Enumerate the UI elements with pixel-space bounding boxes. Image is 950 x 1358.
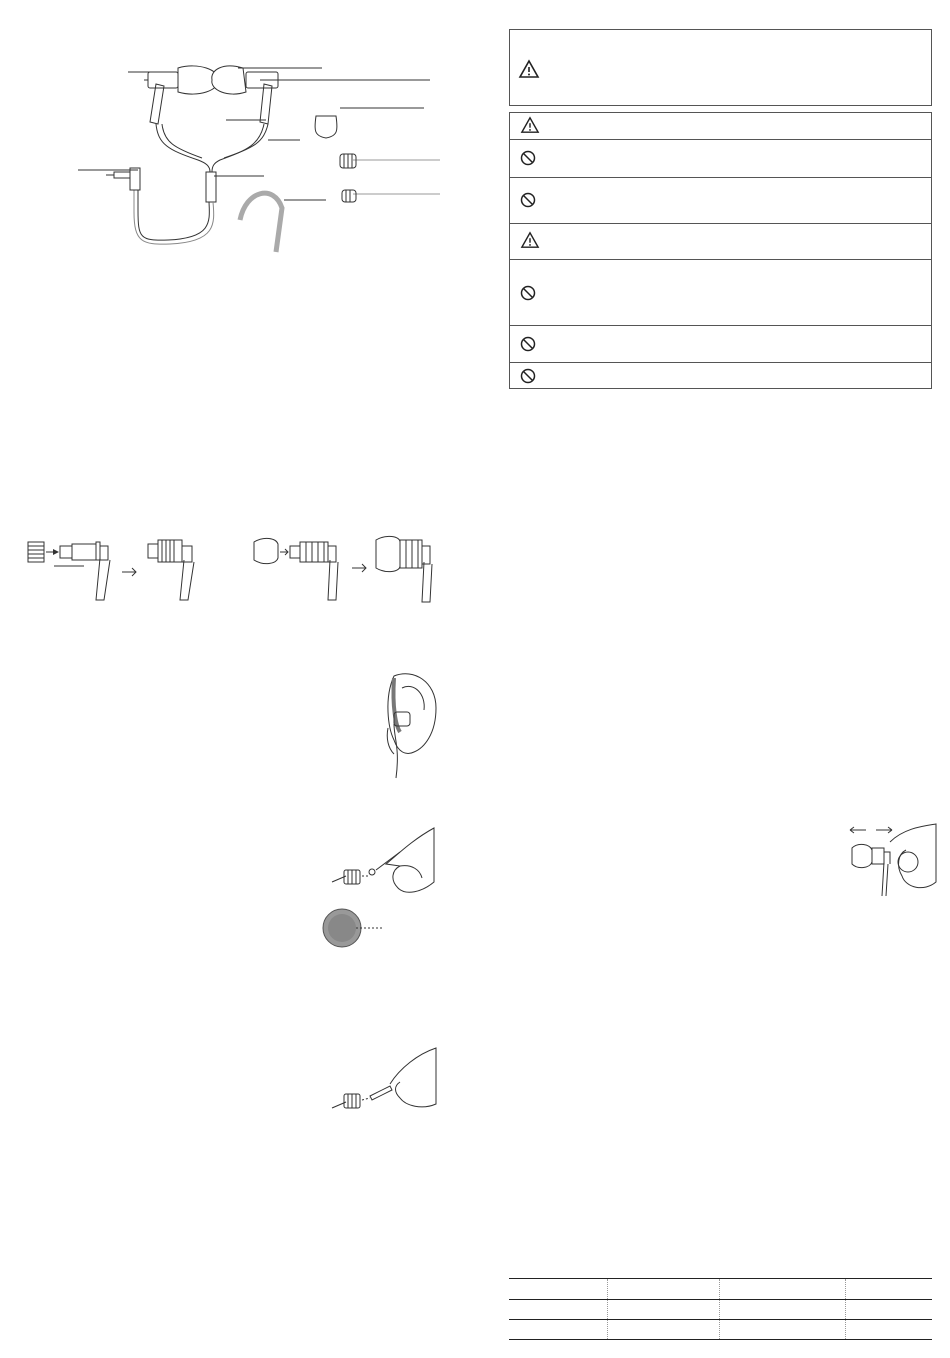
ear-wearing-illustration <box>384 668 444 780</box>
warning-triangle-icon <box>520 116 540 134</box>
filter-detail-circle <box>320 904 400 954</box>
warning-row <box>510 139 931 177</box>
spec-header-row <box>509 1279 932 1299</box>
eartip-removal-illustration <box>844 822 938 900</box>
prohibition-icon <box>520 285 536 301</box>
table-row <box>509 1319 932 1340</box>
warning-row <box>510 177 931 223</box>
nozzle-cleaning-illustration <box>326 1044 438 1114</box>
prohibition-icon <box>520 192 536 208</box>
warning-triangle-icon <box>520 231 540 249</box>
eartip-attach-diagram <box>250 532 440 606</box>
filter-replace-illustration <box>326 822 438 900</box>
warning-row <box>510 223 931 259</box>
warning-row <box>510 113 931 139</box>
warning-header-box <box>509 29 932 106</box>
warning-row <box>510 362 931 388</box>
earphone-parts-diagram <box>78 60 448 260</box>
prohibition-icon <box>520 368 536 384</box>
prohibition-icon <box>520 336 536 352</box>
prohibition-icon <box>520 150 536 166</box>
specification-table <box>509 1278 932 1340</box>
warning-row <box>510 259 931 325</box>
warning-row <box>510 325 931 362</box>
warning-table <box>509 112 932 389</box>
filter-attach-diagram <box>24 536 214 606</box>
warning-triangle-icon <box>518 59 540 79</box>
table-row <box>509 1299 932 1320</box>
